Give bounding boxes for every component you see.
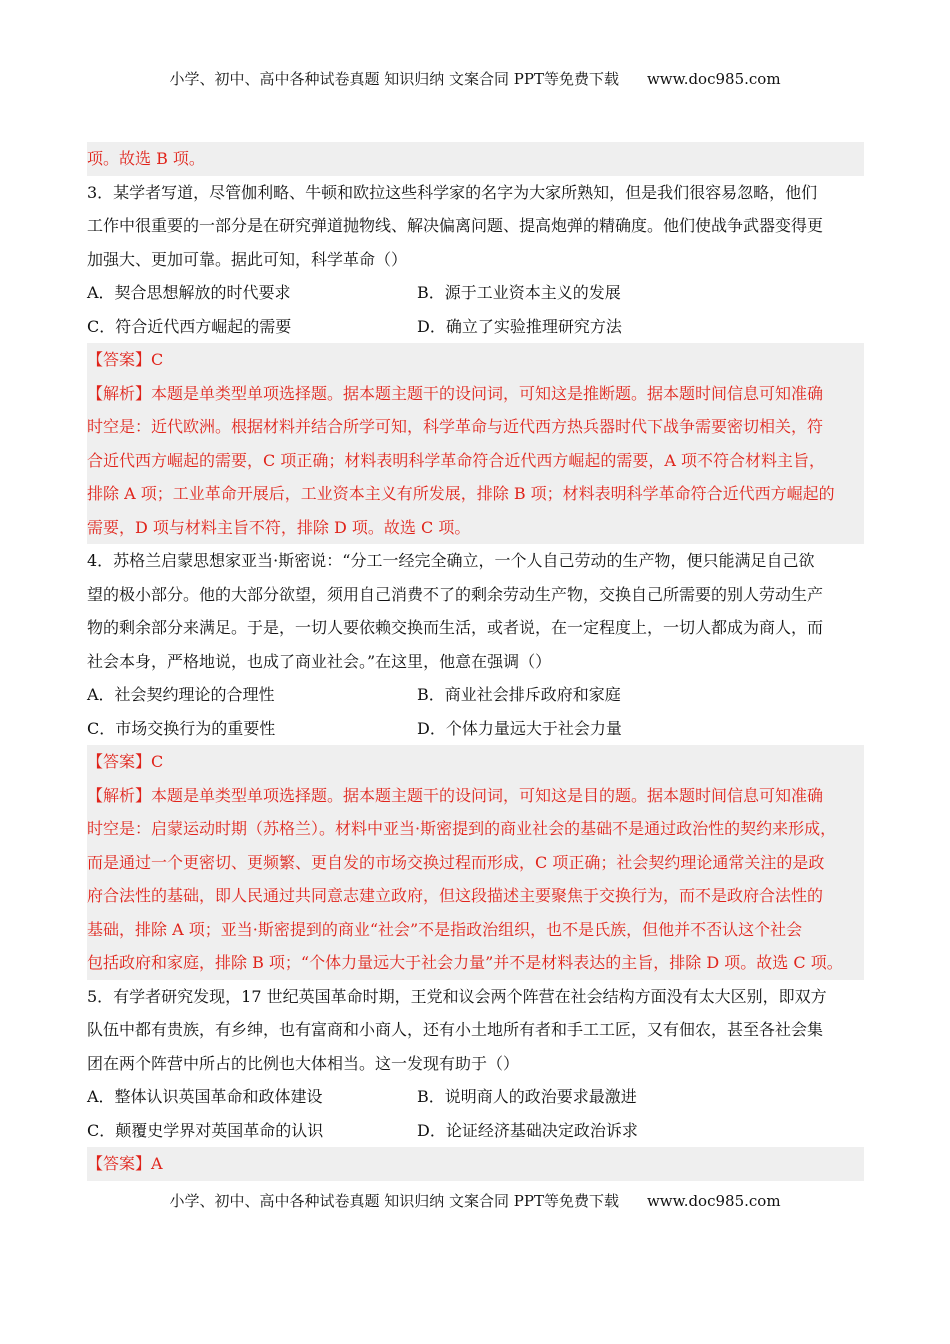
- question-stem-line: 队伍中都有贵族，有乡绅，也有富商和小商人，还有小土地所有者和手工工匠，又有佃农，甚至各社会集: [87, 1020, 824, 1039]
- answer-block: [87, 745, 864, 980]
- options-row: [87, 712, 864, 746]
- question-stem-line: 4．苏格兰启蒙思想家亚当·斯密说：“分工一经完全确立，一个人自己劳动的生产物，便只能满足自己欲: [87, 551, 815, 570]
- header-text: 小学、初中、高中各种试卷真题 知识归纳 文案合同 PPT等免费下载: [169, 70, 619, 88]
- question-3: [87, 176, 864, 545]
- option-a: A．整体认识英国革命和政体建设: [87, 1087, 323, 1106]
- prev-analysis-tail: [87, 142, 864, 176]
- option-c: C．符合近代西方崛起的需要: [87, 316, 292, 336]
- analysis-line: 而是通过一个更密切、更频繁、更自发的市场交换过程而形成，C 项正确；社会契约理论通常关注的是政: [87, 852, 825, 872]
- analysis-line: 排除 A 项；工业革命开展后，工业资本主义有所发展，排除 B 项；材料表明科学革命符合近代西方崛起的: [87, 484, 835, 503]
- analysis-line: 合近代西方崛起的需要，C 项正确；材料表明科学革命符合近代西方崛起的需要，A 项不符合材料主旨，: [87, 450, 825, 470]
- answer-line: 【答案】C: [87, 752, 164, 771]
- answer-line: 【答案】C: [87, 350, 164, 369]
- question-stem-line: 5．有学者研究发现，17 世纪英国革命时期，王党和议会两个阵营在社会结构方面没有太大区别，即双方: [87, 986, 827, 1006]
- analysis-line: 需要，D 项与材料主旨不符，排除 D 项。故选 C 项。: [87, 517, 471, 537]
- option-c: C．市场交换行为的重要性: [87, 718, 276, 738]
- answer-block: [87, 343, 864, 544]
- question-5: [87, 980, 864, 1181]
- options-row: [87, 1080, 864, 1114]
- analysis-line: 时空是：近代欧洲。根据材料并结合所学可知，科学革命与近代西方热兵器时代下战争需要密切相关，符: [87, 417, 824, 436]
- option-d: D．论证经济基础决定政治诉求: [417, 1120, 638, 1140]
- option-b: B．商业社会排斥政府和家庭: [417, 685, 621, 704]
- option-b: B．源于工业资本主义的发展: [417, 283, 621, 302]
- option-a: A．社会契约理论的合理性: [87, 685, 275, 704]
- analysis-line: 【解析】本题是单类型单项选择题。据本题主题干的设问词，可知这是推断题。据本题时间信息可知准确: [87, 383, 824, 403]
- question-stem-line: 望的极小部分。他的大部分欲望，须用自己消费不了的剩余劳动生产物，交换自己所需要的别人劳动生产: [87, 584, 824, 604]
- answer-line: 【答案】A: [87, 1154, 163, 1173]
- options-row: [87, 678, 864, 712]
- page-header: [0, 68, 950, 89]
- page-footer: [0, 1190, 950, 1211]
- question-stem-line: 加强大、更加可靠。据此可知，科学革命（）: [87, 249, 408, 269]
- option-d: D．个体力量远大于社会力量: [417, 718, 622, 738]
- question-4: [87, 544, 864, 980]
- options-row: [87, 1114, 864, 1148]
- option-c: C．颠覆史学界对英国革命的认识: [87, 1120, 324, 1140]
- analysis-line: 时空是：启蒙运动时期（苏格兰）。材料中亚当·斯密提到的商业社会的基础不是通过政治性的契约来形成，: [87, 819, 837, 838]
- page-content: [87, 142, 864, 1181]
- question-stem-line: 社会本身，严格地说，也成了商业社会。”在这里，他意在强调（）: [87, 651, 552, 671]
- option-a: A．契合思想解放的时代要求: [87, 283, 291, 302]
- footer-text: 小学、初中、高中各种试卷真题 知识归纳 文案合同 PPT等免费下载: [169, 1192, 619, 1210]
- analysis-line: 项。故选 B 项。: [87, 149, 205, 168]
- question-stem-line: 3．某学者写道，尽管伽利略、牛顿和欧拉这些科学家的名字为大家所熟知，但是我们很容易忽略，他们: [87, 182, 818, 202]
- options-row: [87, 276, 864, 310]
- analysis-line: 包括政府和家庭，排除 B 项；“个体力量远大于社会力量”并不是材料表达的主旨，排除 D 项。故选 C 项。: [87, 953, 843, 972]
- options-row: [87, 310, 864, 344]
- analysis-line: 府合法性的基础，即人民通过共同意志建立政府，但这段描述主要聚焦于交换行为，而不是政府合法性的: [87, 886, 824, 905]
- header-site[interactable]: www.doc985.com: [646, 70, 781, 88]
- option-d: D．确立了实验推理研究方法: [417, 316, 622, 336]
- answer-block: [87, 1147, 864, 1181]
- question-stem-line: 工作中很重要的一部分是在研究弹道抛物线、解决偏离问题、提高炮弹的精确度。他们使战争武器变得更: [87, 216, 824, 235]
- question-stem-line: 团在两个阵营中所占的比例也大体相当。这一发现有助于（）: [87, 1053, 520, 1073]
- analysis-line: 基础，排除 A 项；亚当·斯密提到的商业“社会”不是指政治组织，也不是氏族，但他并不否认这个社会: [87, 919, 803, 939]
- option-b: B．说明商人的政治要求最激进: [417, 1087, 637, 1106]
- footer-site[interactable]: www.doc985.com: [646, 1192, 781, 1210]
- analysis-line: 【解析】本题是单类型单项选择题。据本题主题干的设问词，可知这是目的题。据本题时间信息可知准确: [87, 785, 824, 805]
- question-stem-line: 物的剩余部分来满足。于是，一切人要依赖交换而生活，或者说，在一定程度上，一切人都成为商人，而: [87, 618, 824, 637]
